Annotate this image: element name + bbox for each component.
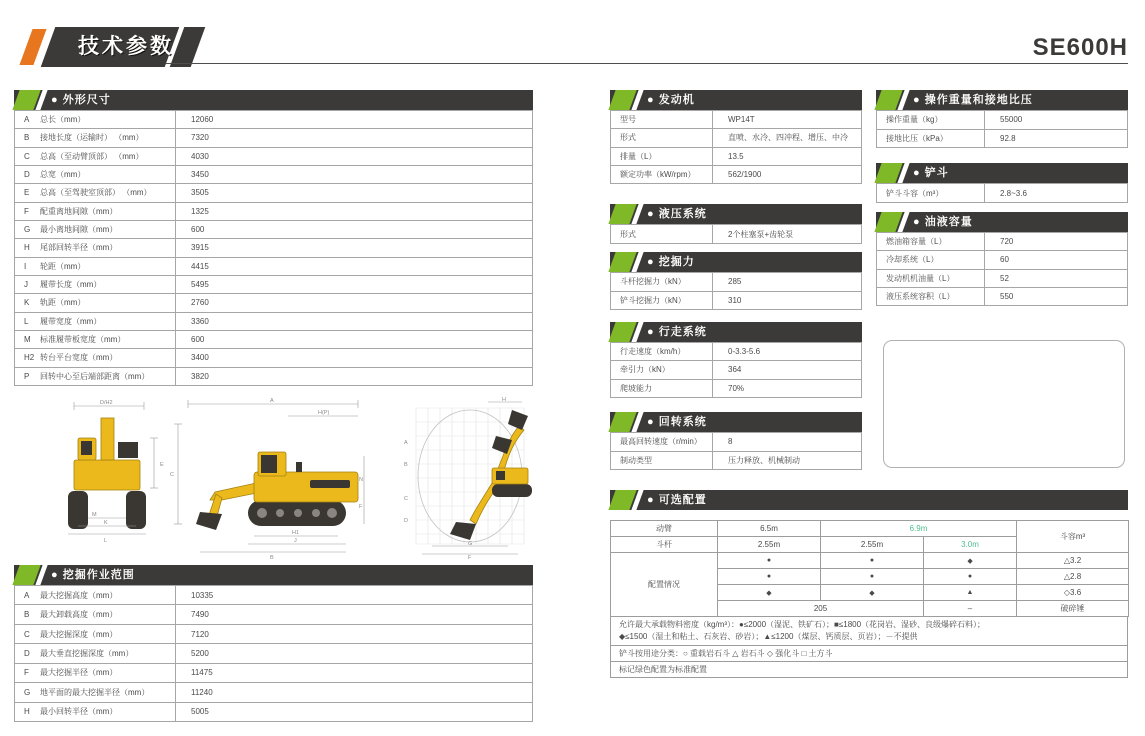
config-cell: ●	[924, 569, 1017, 585]
row-value: 60	[1000, 255, 1009, 265]
row-label-text: 铲斗挖掘力（kN）	[620, 295, 686, 305]
svg-text:D/H2: D/H2	[100, 400, 113, 406]
row-label	[611, 343, 713, 360]
table-row	[611, 166, 861, 183]
note-line: ◆≤1500（湿土和粘土、石灰岩、砂岩）；▲≤1200（煤层、钙质层、页岩）；－不提供	[619, 632, 918, 641]
row-label-text: 转台平台宽度（mm）	[40, 353, 118, 363]
svg-text:B: B	[404, 462, 408, 468]
table-row	[611, 380, 861, 397]
row-label-text: 轮距（mm）	[40, 261, 86, 271]
row-label-text: 铲斗斗容（m³）	[886, 188, 944, 198]
svg-text:A: A	[270, 398, 274, 404]
row-label-text: 总高（至动臂顶部） （mm）	[40, 151, 144, 161]
capacity-cell: △3.2	[1017, 553, 1129, 569]
section-title: ● 液压系统	[647, 208, 707, 220]
row-label	[15, 313, 176, 330]
row-label	[15, 203, 176, 220]
table-row	[15, 239, 532, 257]
table-row	[15, 349, 532, 367]
section-header-work-range	[14, 565, 533, 585]
table-row	[15, 644, 532, 663]
row-key: J	[24, 280, 28, 290]
row-label	[611, 380, 713, 397]
svg-text:F: F	[468, 555, 472, 560]
row-key: M	[24, 335, 31, 345]
row-label	[877, 233, 985, 250]
row-key: B	[24, 133, 30, 143]
row-value: 70%	[728, 383, 745, 393]
section-title: ● 操作重量和接地比压	[913, 94, 1033, 106]
row-label-text: 额定功率（kW/rpm）	[620, 169, 696, 179]
row-label-text: 地平面的最大挖掘半径（mm）	[40, 687, 150, 697]
row-value: 11240	[191, 687, 213, 697]
note-standard-config: 标记绿色配置为标准配置	[610, 661, 1128, 678]
note-bucket-types: 铲斗按用途分类：○ 重载岩石斗 △ 岩石斗 ◇ 强化斗 □ 土方斗	[610, 645, 1128, 662]
row-label	[15, 111, 176, 128]
section-header-fluids	[876, 212, 1128, 232]
row-label	[15, 644, 176, 662]
section-title: ● 外形尺寸	[51, 94, 111, 106]
row-label-text: 最大挖掘高度（mm）	[40, 590, 118, 600]
row-label	[611, 148, 713, 165]
table-row	[877, 184, 1127, 202]
row-key: H2	[24, 353, 35, 363]
optional-config-table	[610, 520, 1129, 617]
row-value: 7490	[191, 610, 209, 620]
config-cell: ◆	[718, 585, 821, 601]
row-label	[15, 683, 176, 701]
row-label-text: 型号	[620, 115, 636, 125]
table-row	[877, 233, 1127, 251]
page-title: 技术参数	[78, 35, 174, 58]
config-cell: ▲	[924, 585, 1017, 601]
svg-text:J: J	[294, 538, 297, 544]
diagram-strip	[20, 396, 565, 560]
table-row	[611, 225, 861, 243]
row-value: 600	[191, 335, 205, 345]
table-row	[15, 294, 532, 312]
row-label-text: 履带长度（mm）	[40, 280, 102, 290]
row-value: 直喷、水冷、四冲程、增压、中冷	[728, 133, 848, 143]
row-label-text: 最小回转半径（mm）	[40, 707, 118, 717]
section-header-engine	[610, 90, 862, 110]
row-value: 3400	[191, 353, 209, 363]
model-name: SE600H	[1032, 34, 1128, 61]
row-label	[877, 288, 985, 305]
row-key: A	[24, 115, 30, 125]
table-row	[15, 368, 532, 385]
row-label	[15, 664, 176, 682]
table-row	[15, 276, 532, 294]
config-cell: ◆	[821, 585, 924, 601]
table-row	[15, 148, 532, 166]
row-value: 13.5	[728, 151, 744, 161]
table-row	[877, 288, 1127, 305]
table-row	[611, 148, 861, 166]
row-label	[877, 270, 985, 287]
hammer-dash: –	[924, 601, 1017, 617]
svg-text:E: E	[160, 462, 164, 468]
table-row	[15, 221, 532, 239]
row-label	[15, 276, 176, 293]
table-row	[611, 111, 861, 129]
row-label	[611, 111, 713, 128]
section-header-dimensions	[14, 90, 533, 110]
table-row	[15, 625, 532, 644]
table-row	[877, 130, 1127, 148]
row-label	[15, 349, 176, 366]
row-value: WP14T	[728, 115, 755, 125]
row-key: C	[24, 629, 30, 639]
row-value: 0-3.3-5.6	[728, 347, 761, 357]
section-title: ● 挖掘力	[647, 256, 695, 268]
table-row	[15, 605, 532, 624]
row-label-text: 最大卸载高度（mm）	[40, 610, 118, 620]
row-value: 720	[1000, 237, 1014, 247]
svg-text:L: L	[104, 538, 108, 544]
row-label-text: 爬坡能力	[620, 383, 652, 393]
section-title: ● 回转系统	[647, 416, 707, 428]
row-label	[15, 239, 176, 256]
table-row	[877, 111, 1127, 130]
section-title: ● 发动机	[647, 94, 695, 106]
table-row	[611, 452, 861, 470]
table-row	[15, 586, 532, 605]
section-title: ● 油液容量	[913, 216, 973, 228]
row-value: 3360	[191, 316, 209, 326]
table-row	[611, 343, 861, 361]
row-value: 压力释放、机械制动	[728, 455, 800, 465]
row-value: 2个柱塞泵+齿轮泵	[728, 229, 794, 239]
row-label-text: 履带宽度（mm）	[40, 316, 102, 326]
arm-1: 2.55m	[718, 537, 821, 553]
config-cell: ●	[718, 553, 821, 569]
table-row	[15, 184, 532, 202]
weight-table	[876, 110, 1128, 148]
row-label	[611, 273, 713, 291]
config-cell: ◆	[924, 553, 1017, 569]
dimensions-table	[14, 110, 533, 386]
row-label	[877, 111, 985, 129]
row-label	[15, 586, 176, 604]
row-value: 12060	[191, 115, 214, 125]
row-key: A	[24, 590, 30, 600]
row-label-text: 最大挖掘半径（mm）	[40, 668, 118, 678]
row-label-text: 燃油箱容量（L）	[886, 237, 947, 247]
title-badge	[20, 27, 200, 67]
capacity-cell: △2.8	[1017, 569, 1129, 585]
row-label-text: 排量（L）	[620, 151, 657, 161]
row-label-text: 总长（mm）	[40, 115, 86, 125]
excavator-front-view-diagram	[52, 396, 167, 546]
row-label	[611, 452, 713, 470]
row-key: D	[24, 170, 30, 180]
row-value: 2760	[191, 298, 209, 308]
row-value: 11475	[191, 668, 213, 678]
travel-table	[610, 342, 862, 398]
row-value: 600	[191, 225, 205, 235]
row-label-text: 总高（至驾驶室顶部） （mm）	[40, 188, 152, 198]
table-row	[15, 664, 532, 683]
hydraulic-table	[610, 224, 862, 244]
row-label-text: 形式	[620, 133, 636, 143]
row-label-text: 斗杆挖掘力（kN）	[620, 277, 686, 287]
row-label-text: 液压系统容积（L）	[886, 291, 955, 301]
row-key: G	[24, 687, 31, 697]
table-row	[611, 292, 861, 310]
row-label	[877, 251, 985, 268]
config-situation-label: 配置情况	[611, 553, 718, 617]
table-row	[877, 270, 1127, 288]
note-line: 允许最大承载物料密度（kg/m³）：●≤2000（湿泥、铁矿石）；■≤1800（花岗岩、湿砂、良级爆碎石料）；	[619, 620, 986, 629]
row-label-text: 发动机机油量（L）	[886, 273, 955, 283]
excavator-side-view-diagram	[170, 396, 370, 560]
note-density	[610, 616, 1128, 646]
section-header-weight	[876, 90, 1128, 110]
row-value: 3820	[191, 371, 209, 381]
boom-label: 动臂	[611, 521, 718, 537]
row-label	[611, 166, 713, 183]
row-label	[15, 258, 176, 275]
row-value: 5200	[191, 648, 209, 658]
row-label	[15, 605, 176, 623]
row-key: D	[24, 648, 30, 658]
row-value: 3505	[191, 188, 209, 198]
row-value: 4030	[191, 151, 209, 161]
row-label	[611, 361, 713, 378]
table-row	[611, 361, 861, 379]
row-key: E	[24, 188, 30, 198]
section-title: ● 铲斗	[913, 167, 949, 179]
row-key: F	[24, 206, 29, 216]
table-row	[15, 129, 532, 147]
header-divider	[166, 63, 1128, 64]
row-label-text: 接地长度（运输时） （mm）	[40, 133, 144, 143]
svg-text:K: K	[104, 520, 108, 526]
section-header-digging-force	[610, 252, 862, 272]
row-label-text: 牵引力（kN）	[620, 365, 670, 375]
row-key: G	[24, 225, 31, 235]
svg-text:C: C	[170, 472, 174, 478]
arm-label: 斗杆	[611, 537, 718, 553]
row-label	[15, 221, 176, 238]
row-label	[611, 129, 713, 146]
section-header-travel	[610, 322, 862, 342]
row-value: 55000	[1000, 115, 1023, 125]
row-value: 3915	[191, 243, 209, 253]
config-boom-row	[611, 521, 1129, 537]
row-value: 285	[728, 277, 742, 287]
row-key: L	[24, 316, 29, 326]
svg-text:N: N	[359, 477, 363, 483]
work-range-table	[14, 585, 533, 722]
row-value: 310	[728, 295, 742, 305]
hammer-label: 破碎锤	[1017, 601, 1129, 617]
row-value: 7320	[191, 133, 209, 143]
table-row	[15, 111, 532, 129]
engine-table	[610, 110, 862, 184]
row-key: K	[24, 298, 30, 308]
row-label-text: 最大垂直挖掘深度（mm）	[40, 648, 134, 658]
table-row	[15, 166, 532, 184]
svg-text:H(P): H(P)	[318, 410, 330, 416]
section-header-hydraulic	[610, 204, 862, 224]
table-row	[611, 273, 861, 292]
table-row	[611, 129, 861, 147]
row-label	[877, 184, 985, 202]
row-label-text: 最高回转速度（r/min）	[620, 437, 702, 447]
row-label	[611, 225, 713, 243]
table-row	[15, 258, 532, 276]
boom-6-5: 6.5m	[718, 521, 821, 537]
table-row	[15, 313, 532, 331]
config-cell: ●	[821, 553, 924, 569]
config-cell: ●	[718, 569, 821, 585]
svg-text:G: G	[468, 541, 473, 547]
row-value: 10335	[191, 590, 214, 600]
svg-text:H1: H1	[292, 530, 300, 536]
row-value: 3450	[191, 170, 209, 180]
section-title: ● 可选配置	[647, 494, 707, 506]
section-header-optional	[610, 490, 1128, 510]
row-label-text: 制动类型	[620, 455, 652, 465]
row-value: 52	[1000, 273, 1009, 283]
row-value: 5005	[191, 707, 209, 717]
config-cell: ●	[821, 569, 924, 585]
row-key: H	[24, 707, 30, 717]
row-label	[15, 184, 176, 201]
table-row	[15, 683, 532, 702]
row-label	[15, 294, 176, 311]
table-row	[15, 703, 532, 721]
row-label	[611, 433, 713, 451]
working-range-diagram	[392, 396, 542, 560]
row-label-text: 尾部回转半径（mm）	[40, 243, 118, 253]
row-label-text: 行走速度（km/h）	[620, 347, 686, 357]
digging-force-table	[610, 272, 862, 310]
row-value: 2.8~3.6	[1000, 188, 1027, 198]
row-value: 5495	[191, 280, 209, 290]
row-label-text: 最大挖掘深度（mm）	[40, 629, 118, 639]
fluids-table	[876, 232, 1128, 306]
row-key: C	[24, 151, 30, 161]
section-title: ● 挖掘作业范围	[51, 569, 135, 581]
row-label-text: 接地比压（kPa）	[886, 133, 948, 143]
row-value: 92.8	[1000, 133, 1016, 143]
row-label	[877, 130, 985, 148]
hammer-value: 205	[718, 601, 924, 617]
row-label	[15, 331, 176, 348]
svg-text:H: H	[502, 397, 506, 403]
svg-text:F: F	[359, 504, 363, 510]
bucket-table	[876, 183, 1128, 203]
table-row	[877, 251, 1127, 269]
svg-text:C: C	[404, 496, 408, 502]
row-key: H	[24, 243, 30, 253]
arm-2: 2.55m	[821, 537, 924, 553]
svg-text:D: D	[404, 518, 408, 524]
table-row	[611, 433, 861, 452]
row-value: 364	[728, 365, 742, 375]
row-value: 550	[1000, 291, 1014, 301]
swing-table	[610, 432, 862, 470]
svg-text:M: M	[92, 512, 97, 518]
svg-text:A: A	[404, 440, 408, 446]
row-label	[15, 148, 176, 165]
row-value: 4415	[191, 261, 209, 271]
row-label	[15, 368, 176, 385]
row-label-text: 配重离地间隙（mm）	[40, 206, 118, 216]
row-label-text: 形式	[620, 229, 636, 239]
empty-panel	[883, 340, 1125, 468]
row-value: 8	[728, 437, 733, 447]
section-title: ● 行走系统	[647, 326, 707, 338]
row-value: 1325	[191, 206, 209, 216]
row-label	[15, 625, 176, 643]
row-value: 7120	[191, 629, 209, 639]
row-label-text: 总宽（mm）	[40, 170, 86, 180]
row-label-text: 冷却系统（L）	[886, 255, 939, 265]
row-label-text: 轨距（mm）	[40, 298, 86, 308]
row-key: F	[24, 668, 29, 678]
row-label-text: 回转中心至后端部距离（mm）	[40, 371, 150, 381]
arm-3: 3.0m	[924, 537, 1017, 553]
row-value: 562/1900	[728, 169, 762, 179]
table-row	[15, 203, 532, 221]
row-label-text: 操作重量（kg）	[886, 115, 943, 125]
row-label	[15, 166, 176, 183]
row-label	[15, 703, 176, 721]
capacity-header: 斗容m³	[1017, 521, 1129, 553]
row-label	[611, 292, 713, 310]
section-header-bucket	[876, 163, 1128, 183]
table-row	[15, 331, 532, 349]
boom-6-9: 6.9m	[821, 521, 1017, 537]
config-matrix-row	[611, 553, 1129, 569]
svg-text:B: B	[270, 555, 274, 560]
row-key: B	[24, 610, 30, 620]
row-key: P	[24, 371, 30, 381]
capacity-cell: ◇3.6	[1017, 585, 1129, 601]
row-label-text: 标准履带板宽度（mm）	[40, 335, 126, 345]
row-key: I	[24, 261, 27, 271]
row-label	[15, 129, 176, 146]
row-label-text: 最小离地间隙（mm）	[40, 225, 118, 235]
section-header-swing	[610, 412, 862, 432]
